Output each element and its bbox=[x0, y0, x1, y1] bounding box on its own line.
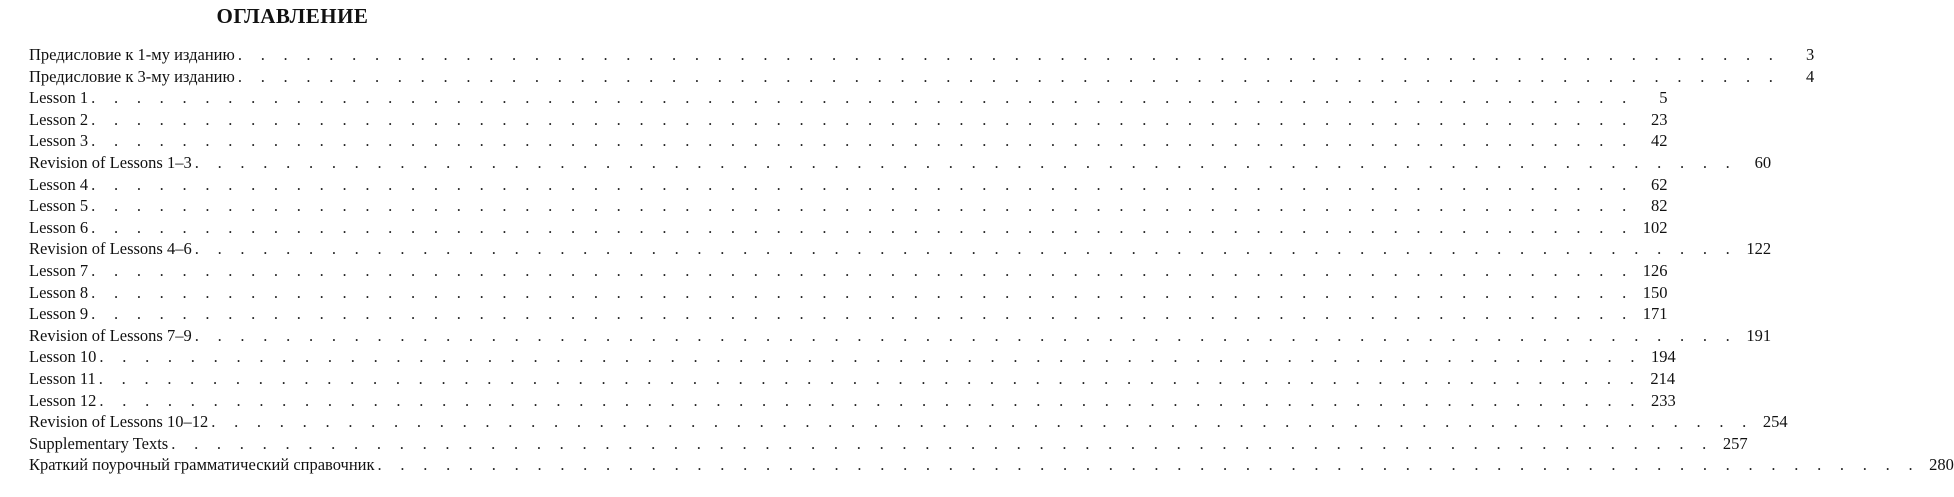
toc-entry-title: Lesson 1 bbox=[29, 88, 89, 108]
toc-entry-title: Lesson 9 bbox=[29, 304, 89, 324]
dot-leader: . . . . . . . . . . . . . . . . . . . . . . . . . . . . . . . . . . . . . . . . . . . . . . . . . . . . . . . . . . . . . . . . . . . . bbox=[194, 325, 1738, 345]
toc-entry-title: Lesson 5 bbox=[29, 196, 89, 216]
toc-entry-revision-10-12[interactable] bbox=[29, 411, 1788, 433]
dot-leader: . . . . . . . . . . . . . . . . . . . . . . . . . . . . . . . . . . . . . . . . . . . . . . . . . . . . . . . . . . . . . . . . . . . . bbox=[91, 131, 1634, 151]
toc-entry-supplementary-texts[interactable] bbox=[29, 433, 1748, 455]
toc-page-number: 3 bbox=[1805, 45, 1815, 64]
toc-entry-foreword-1[interactable] bbox=[29, 44, 1815, 66]
toc-entry-revision-7-9[interactable] bbox=[29, 325, 1772, 347]
toc-entry-lesson-3[interactable] bbox=[29, 130, 1668, 152]
toc-entry-lesson-7[interactable] bbox=[29, 260, 1668, 282]
toc-page-number: 42 bbox=[1651, 131, 1668, 151]
toc-page-number: 191 bbox=[1746, 325, 1772, 345]
toc-entry-lesson-11[interactable] bbox=[29, 368, 1676, 390]
toc-entry-lesson-2[interactable] bbox=[29, 109, 1668, 131]
toc-entry-title: Supplementary Texts bbox=[29, 433, 169, 453]
dot-leader: . . . . . . . . . . . . . . . . . . . . . . . . . . . . . . . . . . . . . . . . . . . . . . . . . . . . . . . . . . . . . . . . . . . . bbox=[194, 152, 1738, 172]
toc-list bbox=[29, 44, 1954, 476]
toc-page-number: 62 bbox=[1651, 174, 1668, 194]
toc-entry-revision-1-3[interactable] bbox=[29, 152, 1772, 174]
toc-entry-title: Revision of Lessons 10–12 bbox=[29, 412, 209, 432]
toc-page-number: 214 bbox=[1650, 368, 1676, 388]
dot-leader: . . . . . . . . . . . . . . . . . . . . . . . . . . . . . . . . . . . . . . . . . . . . . . . . . . . . . . . . . . . . . . . . . . . . bbox=[377, 455, 1920, 475]
toc-page-number: 122 bbox=[1746, 239, 1772, 259]
dot-leader: . . . . . . . . . . . . . . . . . . . . . . . . . . . . . . . . . . . . . . . . . . . . . . . . . . . . . . . . . . . . . . . . . . . . bbox=[91, 174, 1634, 194]
toc-page-number: 102 bbox=[1642, 217, 1668, 237]
dot-leader: . . . . . . . . . . . . . . . . . . . . . . . . . . . . . . . . . . . . . . . . . . . . . . . . . . . . . . . . . . . . . . . . . . . . bbox=[98, 368, 1642, 388]
dot-leader: . . . . . . . . . . . . . . . . . . . . . . . . . . . . . . . . . . . . . . . . . . . . . . . . . . . . . . . . . . . . . . . . . . . . bbox=[91, 282, 1634, 302]
dot-leader: . . . . . . . . . . . . . . . . . . . . . . . . . . . . . . . . . . . . . . . . . . . . . . . . . . . . . . . . . . . . . . . . . . . . bbox=[171, 433, 1714, 453]
toc-page-number: 150 bbox=[1642, 282, 1668, 302]
dot-leader: . . . . . . . . . . . . . . . . . . . . . . . . . . . . . . . . . . . . . . . . . . . . . . . . . . . . . . . . . . . . . . . . . . . . bbox=[91, 304, 1634, 324]
dot-leader: . . . . . . . . . . . . . . . . . . . . . . . . . . . . . . . . . . . . . . . . . . . . . . . . . . . . . . . . . . . . . . . . . . . . bbox=[91, 217, 1634, 237]
toc-entry-title: Lesson 7 bbox=[29, 260, 89, 280]
toc-entry-title: Revision of Lessons 4–6 bbox=[29, 239, 192, 259]
toc-page-number: 254 bbox=[1762, 412, 1788, 432]
toc-entry-lesson-6[interactable] bbox=[29, 217, 1668, 239]
toc-entry-title: Lesson 12 bbox=[29, 390, 97, 410]
dot-leader: . . . . . . . . . . . . . . . . . . . . . . . . . . . . . . . . . . . . . . . . . . . . . . . . . . . . . . . . . . . . . . . . . . . . bbox=[91, 196, 1634, 216]
toc-page-number: 126 bbox=[1642, 260, 1668, 280]
dot-leader: . . . . . . . . . . . . . . . . . . . . . . . . . . . . . . . . . . . . . . . . . . . . . . . . . . . . . . . . . . . . . . . . . . . . bbox=[99, 347, 1642, 367]
dot-leader: . . . . . . . . . . . . . . . . . . . . . . . . . . . . . . . . . . . . . . . . . . . . . . . . . . . . . . . . . . . . . . . . . . . . bbox=[91, 109, 1634, 129]
toc-entry-title: Revision of Lessons 1–3 bbox=[29, 152, 192, 172]
toc-entry-lesson-8[interactable] bbox=[29, 282, 1668, 304]
dot-leader: . . . . . . . . . . . . . . . . . . . . . . . . . . . . . . . . . . . . . . . . . . . . . . . . . . . . . . . . . . . . . . . . . . . . bbox=[91, 260, 1634, 280]
toc-entry-lesson-12[interactable] bbox=[29, 390, 1676, 412]
toc-entry-lesson-4[interactable] bbox=[29, 174, 1668, 196]
dot-leader: . . . . . . . . . . . . . . . . . . . . . . . . . . . . . . . . . . . . . . . . . . . . . . . . . . . . . . . . . . . . . . . . . . . . bbox=[99, 390, 1642, 410]
toc-page-number: 194 bbox=[1651, 347, 1676, 367]
toc-entry-title: Lesson 4 bbox=[29, 174, 89, 194]
dot-leader: . . . . . . . . . . . . . . . . . . . . . . . . . . . . . . . . . . . . . . . . . . . . . . . . . . . . . . . . . . . . . . . . . . . . bbox=[211, 412, 1754, 432]
toc-page-number: 280 bbox=[1929, 455, 1954, 475]
toc-entry-revision-4-6[interactable] bbox=[29, 238, 1772, 260]
toc-entry-lesson-10[interactable] bbox=[29, 346, 1676, 368]
toc-entry-title: Lesson 6 bbox=[29, 217, 89, 237]
toc-entry-title: Краткий поурочный грамматический справочник bbox=[29, 455, 375, 475]
toc-page-number: 257 bbox=[1722, 433, 1748, 453]
toc-page-number: 171 bbox=[1642, 304, 1668, 324]
toc-entry-title: Предисловие к 3-му изданию bbox=[29, 66, 235, 86]
toc-entry-lesson-1[interactable] bbox=[29, 87, 1668, 109]
page-title: ОГЛАВЛЕНИЕ bbox=[216, 4, 369, 28]
toc-entry-lesson-9[interactable] bbox=[29, 303, 1668, 325]
toc-page-number: 82 bbox=[1651, 196, 1668, 216]
dot-leader: . . . . . . . . . . . . . . . . . . . . . . . . . . . . . . . . . . . . . . . . . . . . . . . . . . . . . . . . . . . . . . . . . . . . bbox=[237, 45, 1781, 64]
toc-entry-grammar-reference[interactable] bbox=[29, 454, 1954, 476]
toc-entry-title: Lesson 11 bbox=[29, 368, 96, 388]
toc-entry-title: Lesson 3 bbox=[29, 131, 89, 151]
toc-page-number: 60 bbox=[1754, 152, 1772, 172]
toc-entry-foreword-3[interactable] bbox=[29, 66, 1815, 88]
toc-entry-title: Lesson 2 bbox=[29, 109, 89, 129]
toc-page-number: 23 bbox=[1651, 109, 1668, 129]
toc-page-number: 4 bbox=[1805, 66, 1815, 86]
dot-leader: . . . . . . . . . . . . . . . . . . . . . . . . . . . . . . . . . . . . . . . . . . . . . . . . . . . . . . . . . . . . . . . . . . . . bbox=[91, 88, 1634, 108]
toc-entry-title: Lesson 10 bbox=[29, 347, 97, 367]
dot-leader: . . . . . . . . . . . . . . . . . . . . . . . . . . . . . . . . . . . . . . . . . . . . . . . . . . . . . . . . . . . . . . . . . . . . bbox=[194, 239, 1738, 259]
toc-entry-title: Revision of Lessons 7–9 bbox=[29, 325, 192, 345]
toc-entry-title: Предисловие к 1-му изданию bbox=[29, 45, 235, 64]
toc-entry-title: Lesson 8 bbox=[29, 282, 89, 302]
toc-entry-lesson-5[interactable] bbox=[29, 195, 1668, 217]
toc-page-number: 233 bbox=[1651, 390, 1676, 410]
toc-page-number: 5 bbox=[1659, 88, 1668, 108]
dot-leader: . . . . . . . . . . . . . . . . . . . . . . . . . . . . . . . . . . . . . . . . . . . . . . . . . . . . . . . . . . . . . . . . . . . . bbox=[237, 66, 1781, 86]
